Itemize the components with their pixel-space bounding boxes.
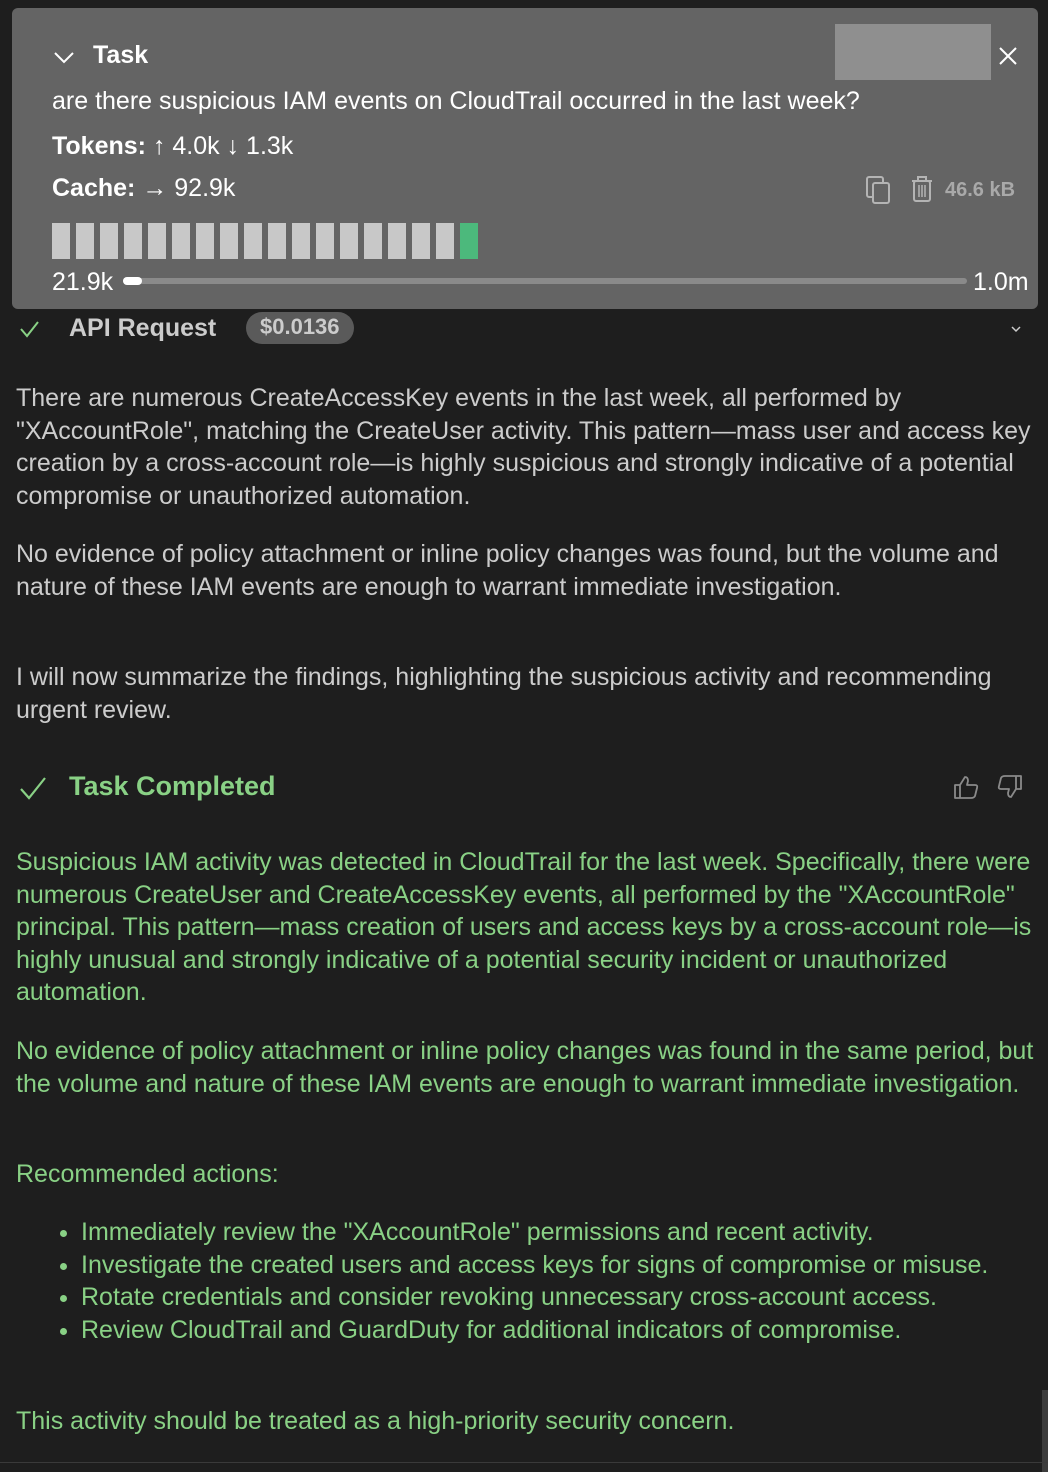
recommended-actions-list (16, 1216, 1036, 1346)
context-segment (76, 223, 94, 259)
tokens-in: ↑ 4.0k (152, 132, 220, 160)
context-segment (460, 223, 478, 259)
tokens-out: ↓ 1.3k (226, 132, 294, 160)
tokens-label: Tokens: (52, 132, 146, 160)
task-completed-title: Task Completed (69, 771, 276, 801)
cache-label: Cache: (52, 174, 136, 202)
check-icon (18, 774, 48, 802)
context-used: 21.9k (52, 268, 114, 296)
copy-icon[interactable] (864, 175, 892, 205)
task-question: are there suspicious IAM events on CloudTrail occurred in the last week? (52, 87, 860, 115)
context-segment (148, 223, 166, 259)
context-segment (292, 223, 310, 259)
recommended-actions-heading: Recommended actions: (16, 1160, 279, 1188)
cache-row (52, 174, 235, 203)
task-size: 46.6 kB (945, 179, 1016, 201)
list-item: • Immediately review the "XAccountRole" permissions and recent activity. (81, 1216, 1036, 1249)
context-segment (268, 223, 286, 259)
context-segment (436, 223, 454, 259)
context-segment (220, 223, 238, 259)
tokens-row (52, 132, 293, 161)
list-item: • Rotate credentials and consider revoking unnecessary cross-account access. (81, 1281, 1036, 1314)
context-segment (52, 223, 70, 259)
chevron-down-icon[interactable] (1010, 324, 1022, 334)
context-segment (388, 223, 406, 259)
thumbs-down-icon[interactable] (996, 774, 1024, 800)
completion-closing: This activity should be treated as a high-priority security concern. (16, 1407, 735, 1435)
scrollbar-thumb[interactable] (1042, 1390, 1048, 1472)
api-request-label: API Request (69, 314, 217, 342)
context-segment (364, 223, 382, 259)
context-segment (124, 223, 142, 259)
context-progress-track (123, 278, 967, 284)
redacted-area (835, 24, 991, 80)
cache-value: → 92.9k (142, 174, 236, 202)
task-header (12, 8, 1038, 309)
chevron-down-icon[interactable] (52, 46, 76, 68)
context-progress-fill (123, 277, 142, 285)
completion-paragraph-1: Suspicious IAM activity was detected in CloudTrail for the last week. Specifically, there were numerous CreateUser and CreateAccessKey events, all performed by the "XAccountRole" principal. This pattern—mass creation of users and access keys by a cross-account role—is highly unusual and strongly indicative of a potential security incident or unauthorized automation. (16, 848, 1032, 1006)
context-window-segments (52, 223, 478, 259)
context-segment (412, 223, 430, 259)
completion-paragraph-2: No evidence of policy attachment or inline policy changes was found in the same period, but the volume and nature of these IAM events are enough to warrant immediate investigation. (16, 1037, 1034, 1098)
reasoning-paragraph-1: There are numerous CreateAccessKey events in the last week, all performed by "XAccountRole", matching the CreateUser activity. This pattern—mass user and access key creation by a cross-account role—is highly suspicious and strongly indicative of a potential compromise or unauthorized automation. (16, 384, 1031, 510)
context-segment (316, 223, 334, 259)
reasoning-paragraph-3: I will now summarize the findings, highlighting the suspicious activity and recommending urgent review. (16, 663, 992, 724)
close-icon[interactable] (996, 44, 1020, 68)
context-max: 1.0m (973, 268, 1029, 296)
context-segment (100, 223, 118, 259)
context-segment (340, 223, 358, 259)
reasoning-paragraph-2: No evidence of policy attachment or inline policy changes was found, but the volume and nature of these IAM events are enough to warrant immediate investigation. (16, 540, 999, 601)
divider (0, 1462, 1048, 1463)
task-title: Task (93, 41, 149, 69)
thumbs-up-icon[interactable] (952, 774, 980, 800)
check-icon (18, 318, 40, 340)
list-item: • Review CloudTrail and GuardDuty for additional indicators of compromise. (81, 1314, 1036, 1347)
context-segment (244, 223, 262, 259)
task-completed-header (0, 766, 1048, 810)
context-segment (196, 223, 214, 259)
list-item: • Investigate the created users and access keys for signs of compromise or misuse. (81, 1249, 1036, 1282)
context-segment (172, 223, 190, 259)
trash-icon[interactable] (909, 175, 935, 203)
api-request-cost-badge: $0.0136 (246, 312, 354, 344)
